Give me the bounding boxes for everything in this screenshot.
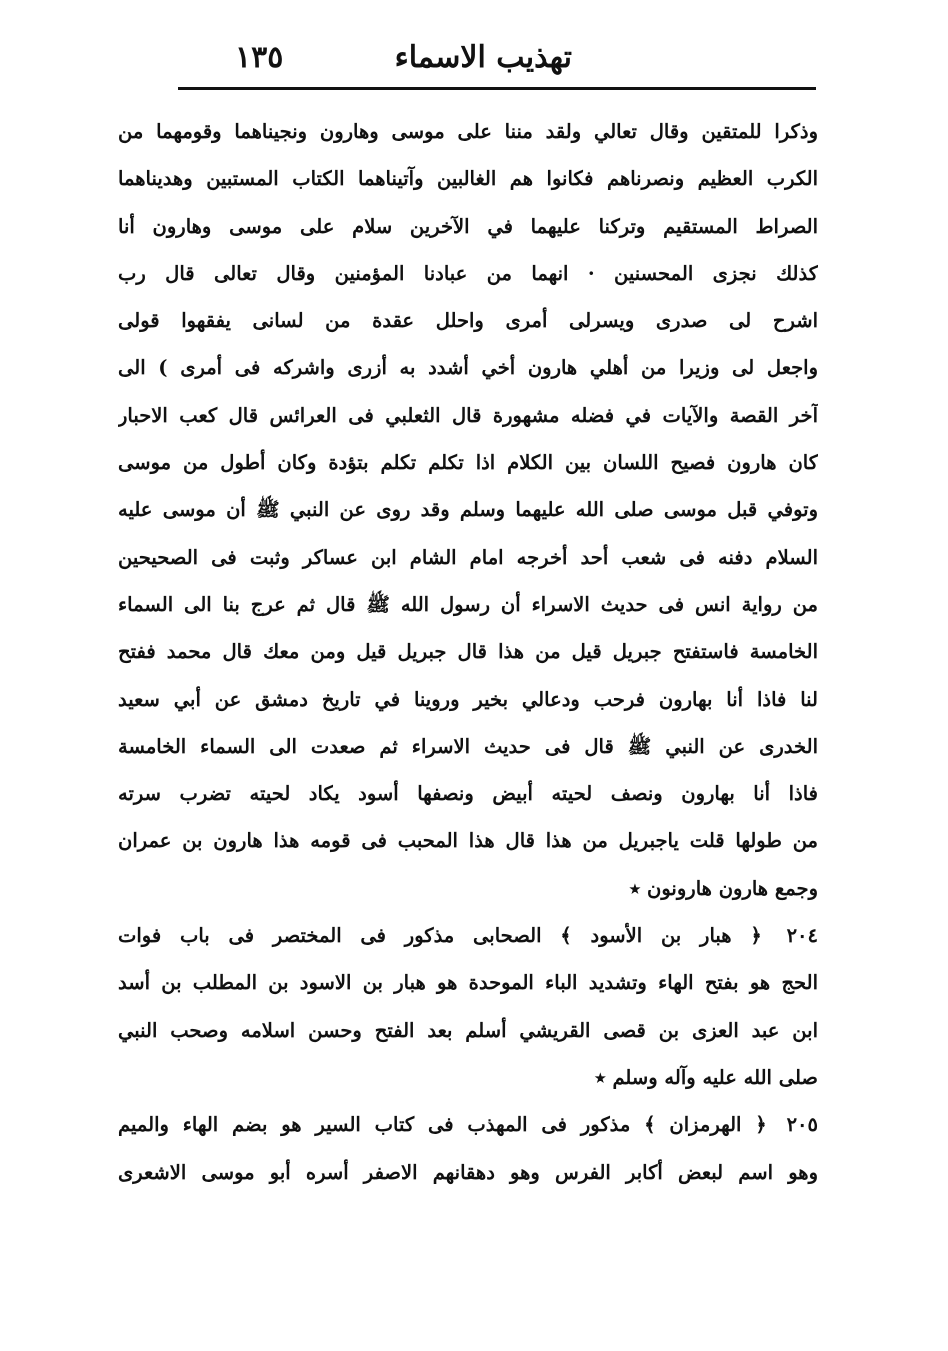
text-line: آخر القصة والآيات في فضله مشهورة قال الثعلبي فى العرائس قال كعب الاحبار: [118, 403, 818, 427]
text-line: الكرب العظيم ونصرناهم فكانوا هم الغالبين وآتيناهما الكتاب المستبين وهديناهما: [118, 167, 818, 191]
entry-number: ٢٠٥: [786, 1113, 818, 1137]
text-line: كذلك نجزى المحسنين · انهما من عبادنا المؤمنين وقال تعالى قال رب: [118, 261, 818, 285]
page-number: ١٣٥: [235, 40, 284, 75]
text-line: وهو اسم لبعض أكابر الفرس وهو دهقانهم الاصفر أسره أبو موسى الاشعرى: [118, 1160, 818, 1184]
body-text: [118, 108, 818, 1196]
text-line: وذكرا للمتقين وقال تعالي ولقد مننا على موسى وهارون ونجيناهما وقومهما من: [118, 120, 818, 143]
entry-204: [118, 912, 818, 1101]
text-line: من رواية انس فى حديث الاسراء أن رسول الله ﷺ قال ثم عرج بنا الى السماء: [118, 592, 818, 616]
text-line: السلام دفنه فى شعب أحد أخرجه امام الشام ابن عساكر وثبت فى الصحيحين: [118, 545, 818, 569]
text-line: من طولها قلت ياجبريل من هذا قال هذا المحبب فى قومه هذا هارون بن عمران: [118, 829, 818, 853]
entry-first-line: [118, 1101, 818, 1148]
entry-205: [118, 1101, 818, 1196]
text-line: فاذا أنا بهارون ونصف لحيته أبيض ونصفها أسود يكاد لحيته تضرب سرته: [118, 782, 818, 806]
entry-first-line: [118, 912, 818, 959]
text-line: الخامسة فاستفتح جبريل قيل من هذا قال جبريل قيل ومن معك قال محمد ففتح: [118, 640, 818, 664]
text-line: اشرح لى صدرى ويسرلى أمرى واحلل عقدة من لسانى يفقهوا قولى: [118, 309, 818, 333]
header-rule: [178, 87, 816, 90]
paragraph-harun: [118, 108, 818, 912]
running-title: تهذيب الاسماء: [394, 40, 572, 75]
text-line: وتوفي قبل موسى صلى الله عليهما وسلم وقد روى عن النبي ﷺ أن موسى عليه: [118, 498, 818, 522]
text-line: ابن عبد العزى بن قصى القريشي أسلم بعد الفتح وحسن اسلامه وصحب النبي: [118, 1018, 818, 1042]
entry-heading-text: ﴿ الهرمزان ﴾ مذكور فى المهذب فى كتاب السير هو بضم الهاء والميم: [118, 1113, 767, 1137]
text-line: كان هارون فصيح اللسان بين الكلام اذا تكلم تكلم بتؤدة وكان أطول من موسى: [118, 451, 818, 475]
text-line: الخدرى عن النبي ﷺ قال فى حديث الاسراء ثم صعدت الى السماء الخامسة: [118, 734, 818, 758]
text-line: واجعل لى وزيرا من أهلي هارون أخي أشدد به أزرى واشركه فى أمرى ) الى: [118, 356, 818, 380]
text-line: وجمع هارون هارونون ٭: [629, 876, 818, 900]
text-line: لنا فاذا أنا بهارون فرحب ودعالي بخير وروينا في تاريخ دمشق عن أبي سعيد: [118, 687, 818, 711]
entry-number: ٢٠٤: [786, 924, 818, 948]
text-line: صلى الله عليه وآله وسلم ٭: [595, 1065, 818, 1089]
text-line: الصراط المستقيم وتركنا عليهما في الآخرين سلام على موسى وهارون أنا: [118, 214, 818, 238]
entry-heading-text: ﴿ هبار بن الأسود ﴾ الصحابى مذكور فى المختصر فى باب فوات: [118, 924, 762, 948]
text-line: الحج هو بفتح الهاء وتشديد الباء الموحدة هو هبار بن الاسود بن المطلب بن أسد: [118, 971, 818, 995]
page-header: [175, 40, 817, 90]
